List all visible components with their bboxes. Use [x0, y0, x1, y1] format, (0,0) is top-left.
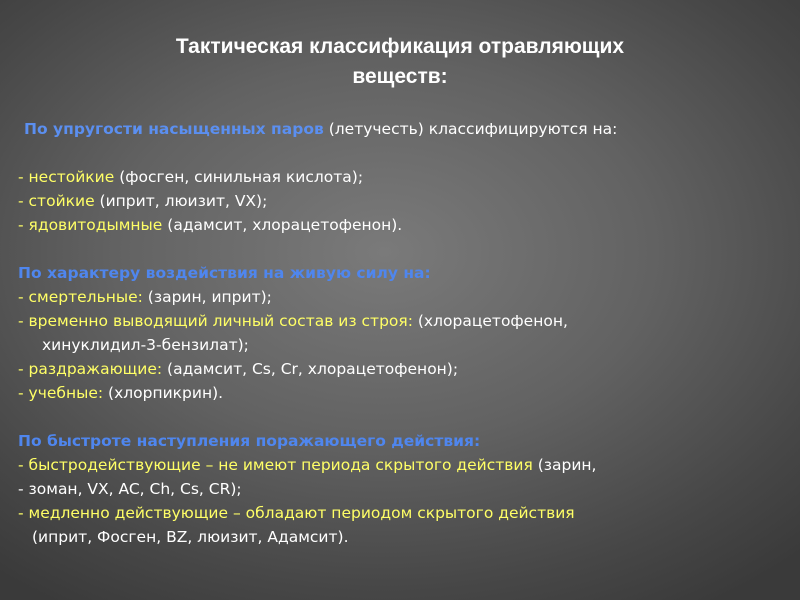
item-prefix: -	[18, 216, 29, 234]
item-term: ядовитодымные	[28, 216, 163, 234]
list-item	[18, 357, 793, 381]
item-term: стойкие	[28, 192, 95, 210]
list-item	[18, 165, 793, 189]
item-rest: (фосген, синильная кислота);	[114, 168, 364, 186]
title-line-1: Тактическая классификация отравляющих	[175, 35, 625, 58]
item-prefix: -	[18, 192, 29, 210]
list-item	[18, 501, 793, 525]
list-item-continuation: (иприт, Фосген, BZ, люизит, Адамсит).	[32, 528, 349, 546]
item-rest: (иприт, люизит, VX);	[94, 192, 268, 210]
item-rest: (хлорацетофенон,	[412, 312, 568, 330]
item-prefix: -	[18, 456, 29, 474]
list-item	[18, 285, 793, 309]
item-term: раздражающие:	[28, 360, 163, 378]
list-item-continuation: хинуклидил-3-бензилат);	[42, 336, 249, 354]
list-item	[18, 213, 793, 237]
list-item	[18, 453, 793, 477]
slide-content	[18, 117, 793, 549]
slide-title	[40, 32, 760, 92]
item-term: учебные:	[28, 384, 104, 402]
title-line-2: веществ:	[352, 65, 448, 88]
item-prefix: -	[18, 312, 29, 330]
item-rest: (зарин, иприт);	[142, 288, 272, 306]
item-term: быстродействующие – не имеют периода скрытого действия	[28, 456, 533, 474]
item-rest: (адамсит, хлорацетофенон).	[162, 216, 403, 234]
list-item	[18, 309, 793, 333]
item-rest: (зарин,	[532, 456, 597, 474]
heading-rest: (летучесть) классифицируются на:	[323, 120, 618, 138]
item-rest: (хлорпикрин).	[103, 384, 224, 402]
item-prefix: -	[18, 288, 29, 306]
heading-colored: По упругости насыщенных паров	[24, 120, 324, 138]
item-prefix: -	[18, 504, 29, 522]
item-term: медленно действующие – обладают периодом скрытого действия	[28, 504, 575, 522]
section-speed-heading: По быстроте наступления поражающего действия:	[18, 432, 481, 450]
list-item: - зоман, VX, AC, Ch, Cs, CR);	[18, 480, 242, 498]
list-item	[18, 189, 793, 213]
item-prefix: -	[18, 384, 29, 402]
item-term: смертельные:	[28, 288, 143, 306]
item-prefix: -	[18, 168, 29, 186]
list-item	[18, 381, 793, 405]
section-volatility-heading	[18, 117, 793, 141]
item-term: нестойкие	[28, 168, 115, 186]
section-effect-heading: По характеру воздействия на живую силу на:	[18, 264, 431, 282]
item-prefix: -	[18, 360, 29, 378]
item-term: временно выводящий личный состав из строя:	[28, 312, 413, 330]
item-rest: (адамсит, Cs, Cr, хлорацетофенон);	[162, 360, 459, 378]
